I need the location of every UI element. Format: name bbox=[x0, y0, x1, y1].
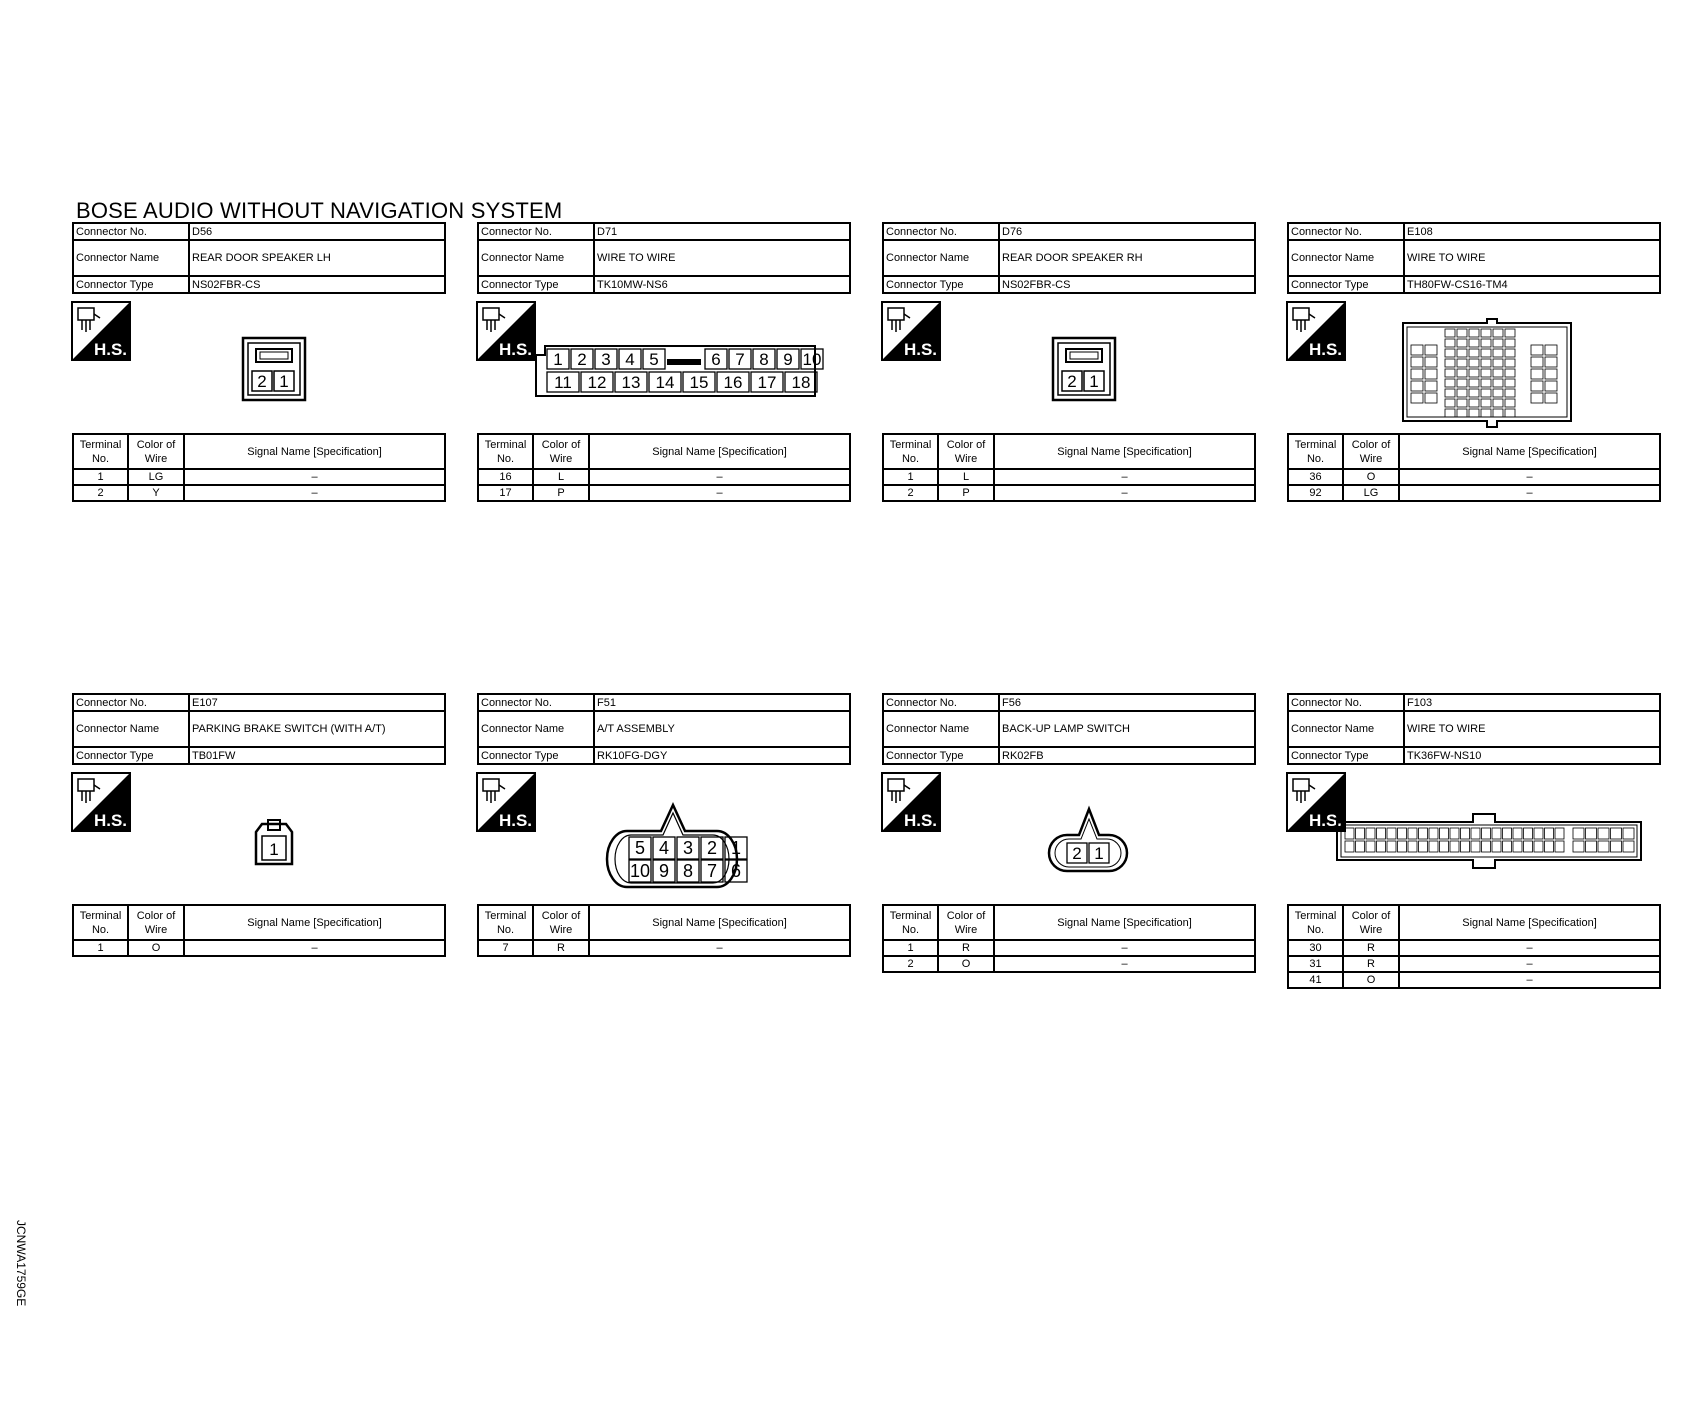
connector-block-e108 bbox=[1287, 222, 1661, 499]
connector-type-value: RK10FG-DGY bbox=[594, 747, 850, 764]
pin-label: 4 bbox=[658, 838, 670, 858]
connector-face-d71 bbox=[535, 345, 825, 402]
color-of-wire-header: Color of Wire bbox=[938, 434, 994, 469]
connector-name-value: REAR DOOR SPEAKER LH bbox=[189, 240, 445, 276]
svg-text:H.S.: H.S. bbox=[498, 811, 532, 830]
connector-no-label: Connector No. bbox=[883, 694, 999, 711]
connector-name-value: PARKING BRAKE SWITCH (WITH A/T) bbox=[189, 711, 445, 747]
pin-label: 7 bbox=[706, 861, 718, 881]
terminal-no: 16 bbox=[478, 469, 533, 485]
wire-color: R bbox=[533, 940, 589, 956]
connector-type-value: NS02FBR-CS bbox=[999, 276, 1255, 293]
signal-name: – bbox=[994, 469, 1255, 485]
pin-label: 1 bbox=[269, 840, 279, 859]
connector-type-value: TK10MW-NS6 bbox=[594, 276, 850, 293]
signal-name: – bbox=[184, 485, 445, 501]
terminal-row bbox=[73, 469, 445, 485]
terminal-no: 31 bbox=[1288, 956, 1343, 972]
connector-no-value: F51 bbox=[594, 694, 850, 711]
signal-name: – bbox=[184, 940, 445, 956]
terminal-row bbox=[478, 485, 850, 501]
svg-text:H.S.: H.S. bbox=[93, 340, 127, 359]
terminal-no: 7 bbox=[478, 940, 533, 956]
connector-type-label: Connector Type bbox=[73, 747, 189, 764]
wire-color: L bbox=[938, 469, 994, 485]
pin-label: 12 bbox=[587, 373, 607, 392]
terminal-row bbox=[883, 956, 1255, 972]
connector-face-e108 bbox=[1397, 317, 1577, 436]
connector-no-label: Connector No. bbox=[73, 223, 189, 240]
connector-hand-icon bbox=[888, 308, 910, 332]
connector-no-value: F56 bbox=[999, 694, 1255, 711]
connector-hand-icon bbox=[483, 779, 505, 803]
pin-label: 6 bbox=[730, 861, 742, 881]
pin-label: 9 bbox=[658, 861, 670, 881]
terminal-no: 1 bbox=[883, 940, 938, 956]
connector-name-label: Connector Name bbox=[883, 240, 999, 276]
connector-no-value: D56 bbox=[189, 223, 445, 240]
terminal-table bbox=[72, 904, 446, 957]
signal-name-header: Signal Name [Specification] bbox=[589, 905, 850, 940]
pin-label: 9 bbox=[783, 350, 793, 369]
signal-name-header: Signal Name [Specification] bbox=[184, 434, 445, 469]
connector-type-value: NS02FBR-CS bbox=[189, 276, 445, 293]
terminal-no-header: Terminal No. bbox=[478, 905, 533, 940]
terminal-table bbox=[1287, 433, 1661, 502]
pin-label: 2 bbox=[577, 350, 587, 369]
pin-label: 7 bbox=[735, 350, 745, 369]
connector-block-f56 bbox=[882, 693, 1256, 970]
terminal-no: 92 bbox=[1288, 485, 1343, 501]
connector-name-value: WIRE TO WIRE bbox=[1404, 240, 1660, 276]
connector-name-label: Connector Name bbox=[73, 711, 189, 747]
connector-type-value: TH80FW-CS16-TM4 bbox=[1404, 276, 1660, 293]
signal-name: – bbox=[994, 956, 1255, 972]
harness-side-badge bbox=[477, 773, 535, 831]
harness-side-badge bbox=[72, 773, 130, 831]
terminal-no-header: Terminal No. bbox=[478, 434, 533, 469]
terminal-no: 1 bbox=[73, 469, 128, 485]
terminal-row bbox=[1288, 485, 1660, 501]
terminal-table bbox=[882, 433, 1256, 502]
connector-name-label: Connector Name bbox=[478, 240, 594, 276]
wire-color: O bbox=[1343, 469, 1399, 485]
pin-label: 2 bbox=[706, 838, 718, 858]
connector-block-e107 bbox=[72, 693, 446, 954]
terminal-row bbox=[73, 940, 445, 956]
signal-name: – bbox=[1399, 485, 1660, 501]
terminal-row bbox=[1288, 940, 1660, 956]
terminal-no: 2 bbox=[883, 485, 938, 501]
signal-name: – bbox=[589, 469, 850, 485]
harness-side-badge bbox=[477, 302, 535, 360]
terminal-row bbox=[1288, 972, 1660, 988]
connector-type-label: Connector Type bbox=[883, 276, 999, 293]
terminal-no: 30 bbox=[1288, 940, 1343, 956]
signal-name: – bbox=[589, 940, 850, 956]
connector-no-value: E108 bbox=[1404, 223, 1660, 240]
color-of-wire-header: Color of Wire bbox=[128, 434, 184, 469]
terminal-row bbox=[1288, 956, 1660, 972]
terminal-row bbox=[73, 485, 445, 501]
harness-side-badge bbox=[882, 773, 940, 831]
signal-name-header: Signal Name [Specification] bbox=[994, 905, 1255, 940]
connector-name-value: WIRE TO WIRE bbox=[1404, 711, 1660, 747]
terminal-row bbox=[883, 469, 1255, 485]
connector-face-e107 bbox=[252, 818, 296, 873]
color-of-wire-header: Color of Wire bbox=[533, 905, 589, 940]
color-of-wire-header: Color of Wire bbox=[938, 905, 994, 940]
connector-face-d76 bbox=[1052, 337, 1116, 406]
signal-name: – bbox=[1399, 940, 1660, 956]
connector-info-table bbox=[72, 222, 446, 294]
svg-text:H.S.: H.S. bbox=[1308, 340, 1342, 359]
connector-hand-icon bbox=[78, 308, 100, 332]
terminal-no: 41 bbox=[1288, 972, 1343, 988]
terminal-no: 1 bbox=[883, 469, 938, 485]
connector-info-table bbox=[477, 222, 851, 294]
connector-block-d76 bbox=[882, 222, 1256, 499]
signal-name: – bbox=[589, 485, 850, 501]
wire-color: O bbox=[938, 956, 994, 972]
terminal-no-header: Terminal No. bbox=[1288, 434, 1343, 469]
wire-color: LG bbox=[1343, 485, 1399, 501]
pin-label: 17 bbox=[757, 373, 777, 392]
terminal-no: 2 bbox=[883, 956, 938, 972]
connector-name-label: Connector Name bbox=[478, 711, 594, 747]
harness-side-badge bbox=[882, 302, 940, 360]
pin-label: 4 bbox=[625, 350, 635, 369]
signal-name: – bbox=[994, 940, 1255, 956]
terminal-row bbox=[883, 485, 1255, 501]
connector-type-label: Connector Type bbox=[478, 276, 594, 293]
connector-type-label: Connector Type bbox=[73, 276, 189, 293]
connector-no-value: E107 bbox=[189, 694, 445, 711]
signal-name-header: Signal Name [Specification] bbox=[994, 434, 1255, 469]
connector-type-value: TK36FW-NS10 bbox=[1404, 747, 1660, 764]
pin-label: 3 bbox=[682, 838, 694, 858]
connector-block-d56 bbox=[72, 222, 446, 499]
pin-label: 6 bbox=[711, 350, 721, 369]
connector-no-label: Connector No. bbox=[73, 694, 189, 711]
wire-color: O bbox=[1343, 972, 1399, 988]
connector-type-value: RK02FB bbox=[999, 747, 1255, 764]
wire-color: R bbox=[1343, 940, 1399, 956]
signal-name: – bbox=[184, 469, 445, 485]
signal-name-header: Signal Name [Specification] bbox=[1399, 905, 1660, 940]
connector-face-f56 bbox=[1047, 799, 1131, 878]
connector-name-value: A/T ASSEMBLY bbox=[594, 711, 850, 747]
connector-name-value: REAR DOOR SPEAKER RH bbox=[999, 240, 1255, 276]
svg-text:H.S.: H.S. bbox=[903, 340, 937, 359]
pin-label: 1 bbox=[553, 350, 563, 369]
svg-text:H.S.: H.S. bbox=[1308, 811, 1342, 830]
svg-text:H.S.: H.S. bbox=[903, 811, 937, 830]
connector-face-d56 bbox=[242, 337, 306, 406]
wire-color: L bbox=[533, 469, 589, 485]
connector-no-label: Connector No. bbox=[883, 223, 999, 240]
connector-no-label: Connector No. bbox=[1288, 223, 1404, 240]
terminal-table bbox=[477, 904, 851, 957]
connector-name-label: Connector Name bbox=[883, 711, 999, 747]
pin-label: 2 bbox=[1072, 844, 1082, 863]
pin-label: 5 bbox=[649, 350, 659, 369]
terminal-no-header: Terminal No. bbox=[883, 905, 938, 940]
pin-label: 13 bbox=[621, 373, 641, 392]
terminal-no-header: Terminal No. bbox=[73, 905, 128, 940]
pin-label: 5 bbox=[634, 838, 646, 858]
wire-color: Y bbox=[128, 485, 184, 501]
signal-name: – bbox=[1399, 956, 1660, 972]
signal-name-header: Signal Name [Specification] bbox=[589, 434, 850, 469]
wire-color: P bbox=[533, 485, 589, 501]
pin-label: 1 bbox=[1089, 372, 1099, 391]
connector-type-label: Connector Type bbox=[883, 747, 999, 764]
connector-name-value: BACK-UP LAMP SWITCH bbox=[999, 711, 1255, 747]
connector-name-label: Connector Name bbox=[1288, 711, 1404, 747]
connector-type-label: Connector Type bbox=[1288, 276, 1404, 293]
terminal-row bbox=[478, 469, 850, 485]
pin-label: 18 bbox=[791, 373, 811, 392]
connector-no-value: F103 bbox=[1404, 694, 1660, 711]
pin-label: 1 bbox=[1094, 844, 1104, 863]
terminal-table bbox=[72, 433, 446, 502]
pin-label: 2 bbox=[257, 372, 267, 391]
connector-face-f103 bbox=[1335, 808, 1645, 875]
svg-text:H.S.: H.S. bbox=[498, 340, 532, 359]
pin-label: 14 bbox=[655, 373, 675, 392]
connector-no-label: Connector No. bbox=[478, 223, 594, 240]
connector-block-d71 bbox=[477, 222, 851, 499]
terminal-table bbox=[1287, 904, 1661, 989]
connector-face-f51 bbox=[607, 787, 742, 896]
connector-no-value: D76 bbox=[999, 223, 1255, 240]
signal-name: – bbox=[1399, 469, 1660, 485]
pin-label: 11 bbox=[554, 373, 572, 392]
connector-name-label: Connector Name bbox=[1288, 240, 1404, 276]
signal-name: – bbox=[994, 485, 1255, 501]
pin-label: 8 bbox=[759, 350, 769, 369]
connector-info-table bbox=[882, 222, 1256, 294]
pin-label: 3 bbox=[601, 350, 611, 369]
connector-name-value: WIRE TO WIRE bbox=[594, 240, 850, 276]
connector-info-table bbox=[477, 693, 851, 765]
terminal-no-header: Terminal No. bbox=[1288, 905, 1343, 940]
connector-block-f51 bbox=[477, 693, 851, 954]
connector-info-table bbox=[1287, 693, 1661, 765]
connector-info-table bbox=[882, 693, 1256, 765]
wire-color: P bbox=[938, 485, 994, 501]
wire-color: R bbox=[1343, 956, 1399, 972]
lock-bar bbox=[667, 359, 701, 365]
pin-label: 1 bbox=[730, 838, 742, 858]
connector-info-table bbox=[1287, 222, 1661, 294]
connector-type-label: Connector Type bbox=[1288, 747, 1404, 764]
color-of-wire-header: Color of Wire bbox=[1343, 434, 1399, 469]
terminal-no: 2 bbox=[73, 485, 128, 501]
pin-label: 10 bbox=[802, 350, 822, 369]
pin-label: 10 bbox=[629, 861, 651, 881]
color-of-wire-header: Color of Wire bbox=[1343, 905, 1399, 940]
pin-label: 1 bbox=[279, 372, 289, 391]
terminal-row bbox=[478, 940, 850, 956]
terminal-table bbox=[477, 433, 851, 502]
connector-block-f103 bbox=[1287, 693, 1661, 986]
page-title: BOSE AUDIO WITHOUT NAVIGATION SYSTEM bbox=[76, 198, 563, 223]
connector-hand-icon bbox=[483, 308, 505, 332]
figure-code: JCNWA1759GE bbox=[14, 1220, 28, 1307]
terminal-no: 17 bbox=[478, 485, 533, 501]
pin-label: 8 bbox=[682, 861, 694, 881]
pin-label: 15 bbox=[689, 373, 709, 392]
connector-name-label: Connector Name bbox=[73, 240, 189, 276]
wire-color: O bbox=[128, 940, 184, 956]
connector-hand-icon bbox=[1293, 308, 1315, 332]
terminal-no: 1 bbox=[73, 940, 128, 956]
connector-no-label: Connector No. bbox=[478, 694, 594, 711]
connector-type-label: Connector Type bbox=[478, 747, 594, 764]
signal-name: – bbox=[1399, 972, 1660, 988]
pin-label: 2 bbox=[1067, 372, 1077, 391]
pin-label: 16 bbox=[723, 373, 743, 392]
svg-text:H.S.: H.S. bbox=[93, 811, 127, 830]
signal-name-header: Signal Name [Specification] bbox=[1399, 434, 1660, 469]
terminal-no-header: Terminal No. bbox=[73, 434, 128, 469]
terminal-row bbox=[883, 940, 1255, 956]
terminal-table bbox=[882, 904, 1256, 973]
wire-color: R bbox=[938, 940, 994, 956]
terminal-row bbox=[1288, 469, 1660, 485]
connector-hand-icon bbox=[1293, 779, 1315, 803]
terminal-no: 36 bbox=[1288, 469, 1343, 485]
connector-no-label: Connector No. bbox=[1288, 694, 1404, 711]
terminal-no-header: Terminal No. bbox=[883, 434, 938, 469]
color-of-wire-header: Color of Wire bbox=[128, 905, 184, 940]
signal-name-header: Signal Name [Specification] bbox=[184, 905, 445, 940]
connector-hand-icon bbox=[888, 779, 910, 803]
harness-side-badge bbox=[72, 302, 130, 360]
harness-side-badge bbox=[1287, 302, 1345, 360]
connector-type-value: TB01FW bbox=[189, 747, 445, 764]
color-of-wire-header: Color of Wire bbox=[533, 434, 589, 469]
connector-info-table bbox=[72, 693, 446, 765]
wire-color: LG bbox=[128, 469, 184, 485]
connector-hand-icon bbox=[78, 779, 100, 803]
connector-no-value: D71 bbox=[594, 223, 850, 240]
